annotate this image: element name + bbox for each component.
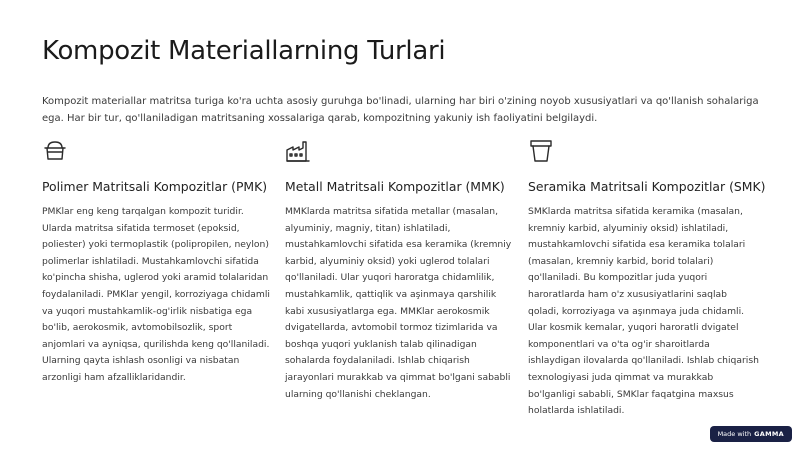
column-mmk (285, 138, 517, 403)
page-title: Kompozit Materiallarning Turlari (42, 36, 446, 66)
column-text: MMKlarda matritsa sifatida metallar (masalan, alyuminiy, magniy, titan) ishlatiladi, mustahkamlovchi sifatida esa keramika (kremniy karbid, alyuminiy oksid) yoki uglerod tolalari qo'llaniladi. Ular yuqori haroratga chidamlilik, mustahkamlik, qattiqlik va aşinmaya qarshilik kabi xususiyatlarga ega. MMKlar aerokosmik dvigatellarda, avtomobil tormoz tizimlarida va boshqa yuqori yuklanish talab qilinadigan sohalarda foydalaniladi. Ishlab chiqarish jarayonlari murakkab va qimmat bo'lgani sababli ularning qo'llanishi cheklangan. (285, 206, 512, 400)
column-pmk (42, 138, 274, 387)
column-heading: Seramika Matritsali Kompozitlar (SMK) (528, 179, 766, 194)
factory-icon (285, 138, 311, 164)
badge-prefix: Made with (717, 430, 752, 438)
column-text: PMKlar eng keng tarqalgan kompozit turidir. Ularda matritsa sifatida termoset (epoksid, poliester) yoki termoplastik (polipropilen, neylon) polimerlar ishlatiladi. Mustahkamlovchi sifatida ko'pincha shisha, uglerod yoki aramid tolalaridan foydalaniladi. PMKlar yengil, korroziyaga chidamli va yuqori mustahkamlik-og'irlik nisbatiga ega bo'lib, aerokosmik, avtomobilsozlik, sport anjomlari va ayniqsa, qurilishda keng qo'llaniladi. Ularning qayta ishlash osonligi va nisbatan arzonligi ham afzalliklaridandir. (42, 206, 270, 383)
pot-icon (42, 138, 68, 164)
column-text: SMKlarda matritsa sifatida keramika (masalan, kremniy karbid, alyuminiy oksid) ishlatiladi, mustahkamlovchi sifatida esa keramika tolalari (masalan, kremniy karbid, borid tolalari) qo'llaniladi. Bu kompozitlar juda yuqori haroratlarda ham o'z xususiyatlarini saqlab qoladi, korroziyaga va aşınmaya juda chidamli. Ular kosmik kemalar, yuqori haroratli dvigatel komponentlari va o'ta og'ir sharoitlarda ishlaydigan ilovalarda qo'llaniladi. Ishlab chiqarish texnologiyasi juda qimmat va murakkab bo'lganligi sababli, SMKlar faqatgina maxsus holatlarda ishlatiladi. (528, 206, 759, 417)
badge-brand: GAMMA (754, 430, 784, 438)
intro-paragraph: Kompozit materiallar matritsa turiga ko'ra uchta asosiy guruhga bo'linadi, ularning har biri o'zining noyob xususiyatlari va qo'llanish sohalariga ega. Har bir tur, qo'llaniladigan matritsaning xossalariga qarab, kompozitning yakuniy ish faoliyatini belgilaydi. (42, 96, 759, 124)
column-heading: Polimer Matritsali Kompozitlar (PMK) (42, 179, 268, 194)
column-heading: Metall Matritsali Kompozitlar (MMK) (285, 179, 505, 194)
made-with-gamma-badge[interactable] (710, 426, 792, 442)
flower-pot-icon (528, 138, 554, 164)
column-smk (528, 138, 766, 420)
